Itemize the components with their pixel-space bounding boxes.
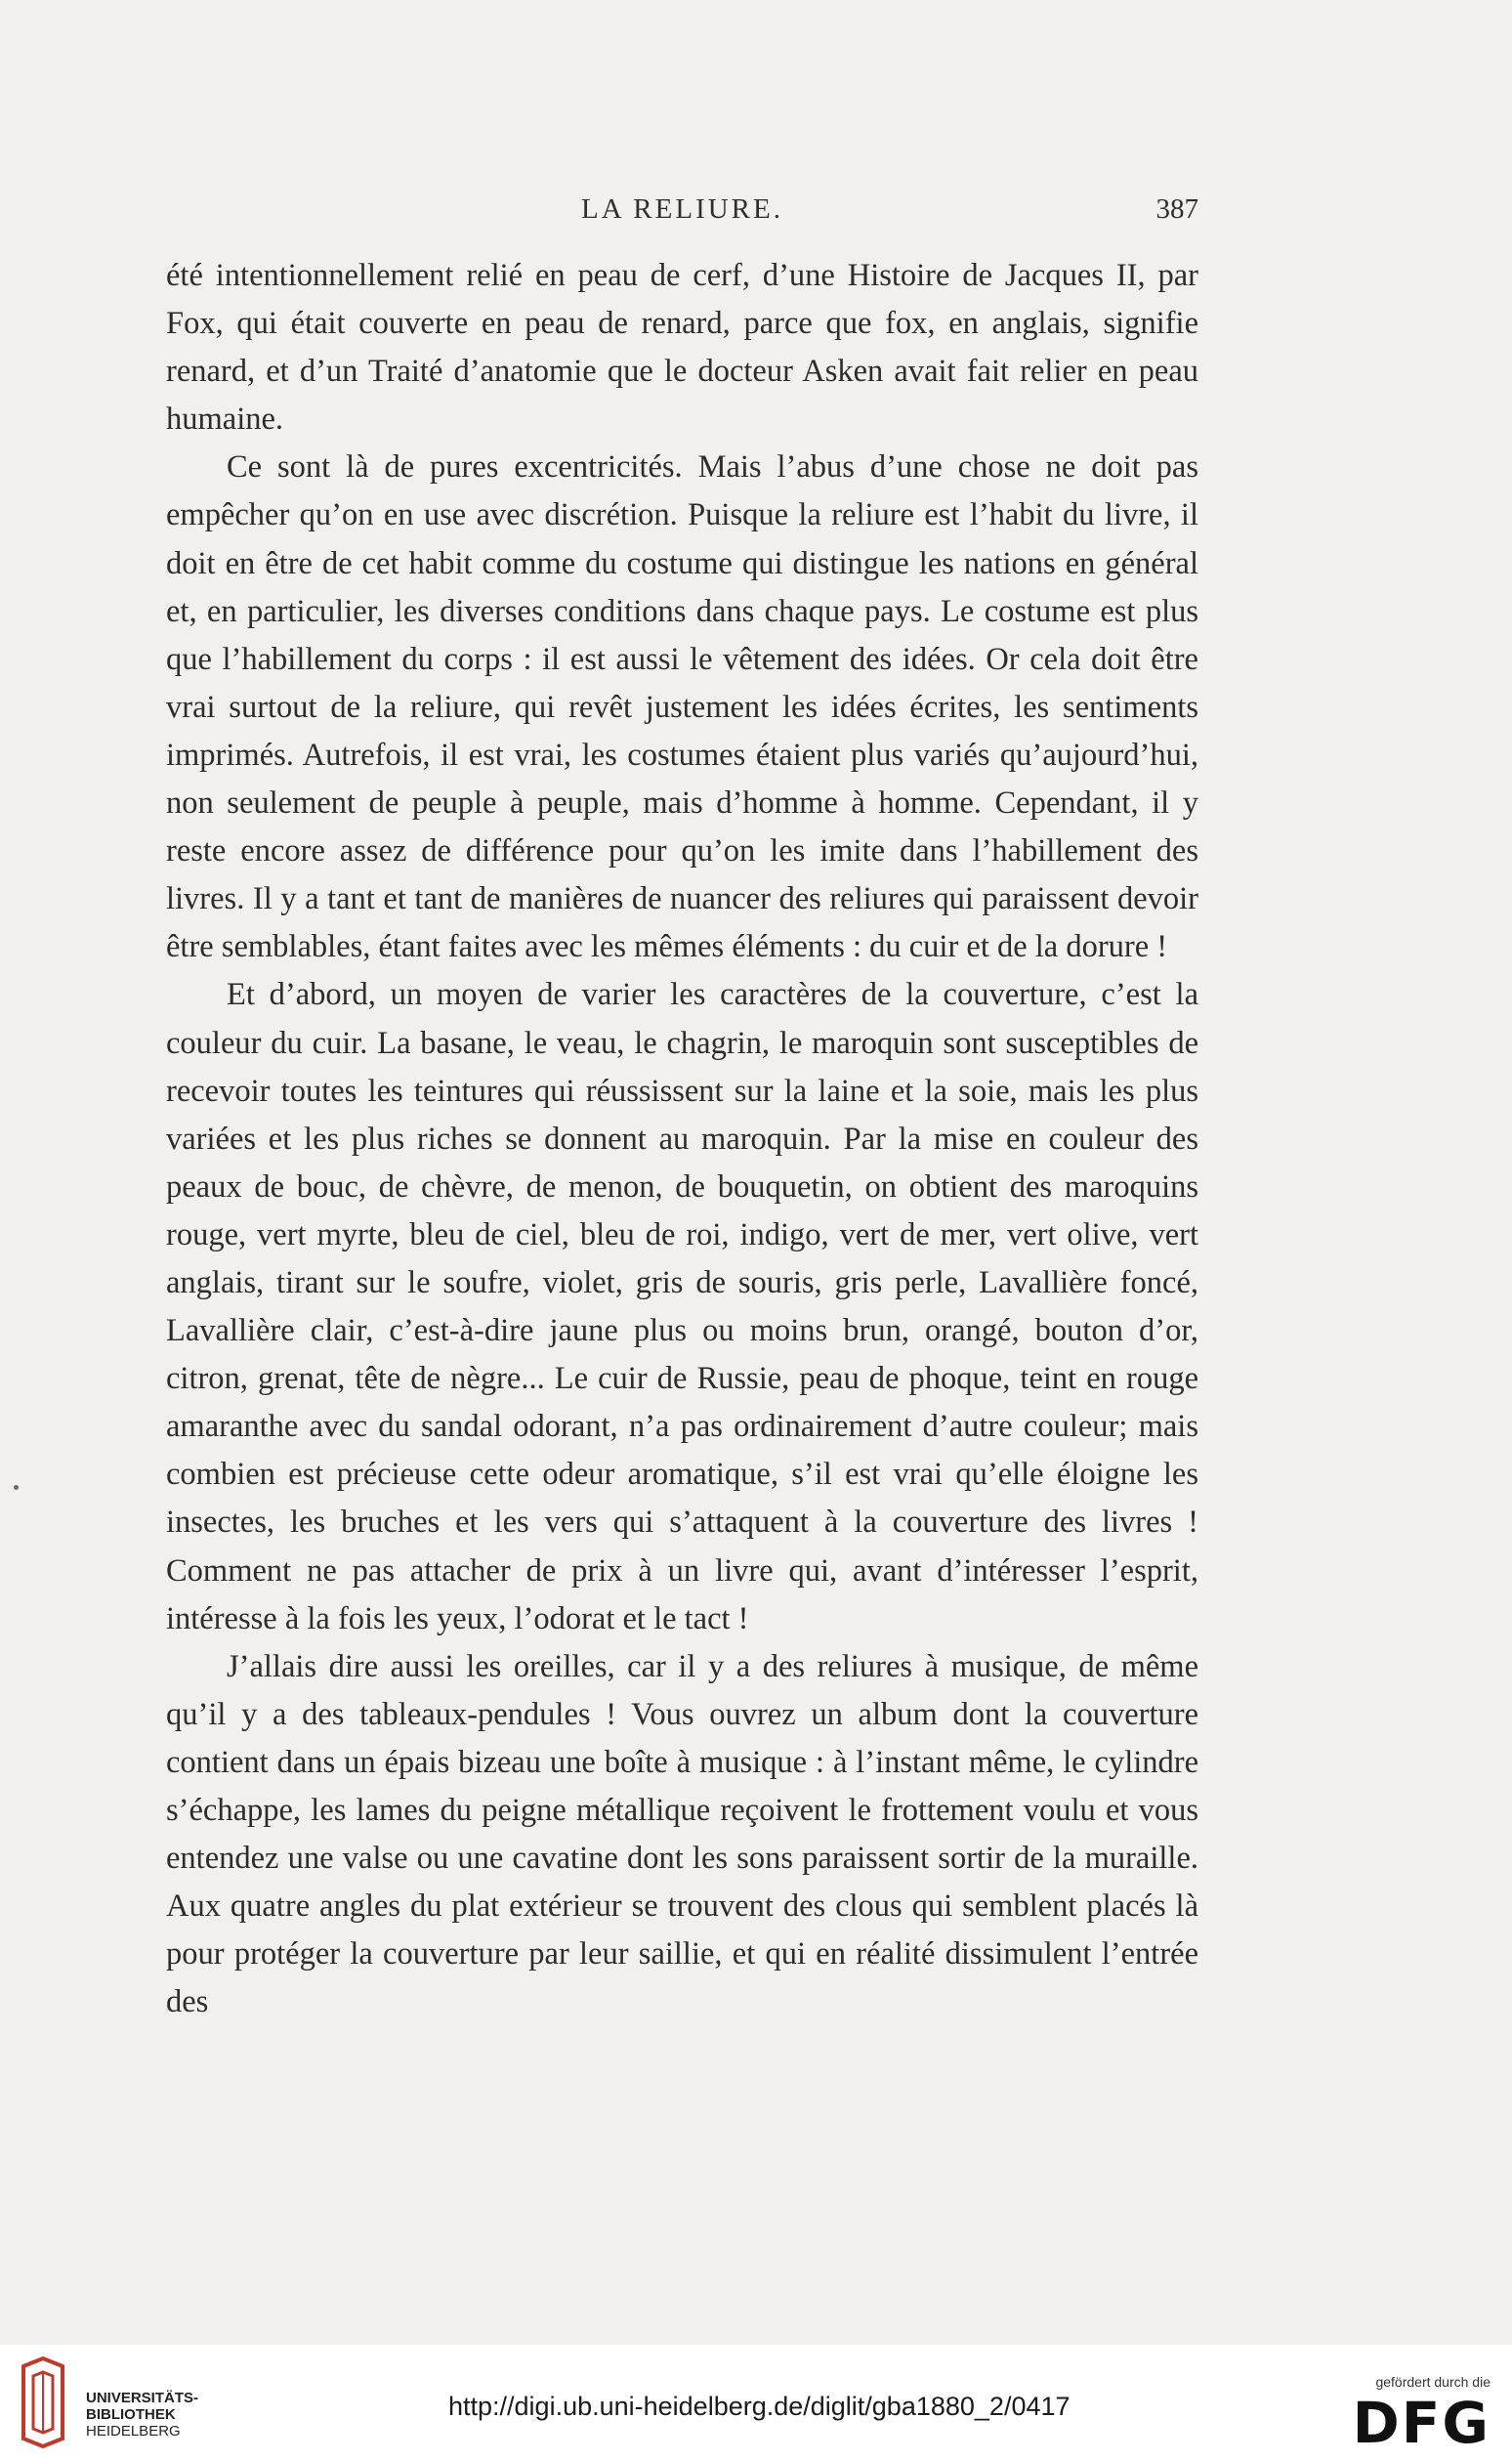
funder-caption: gefördert durch die xyxy=(1375,2374,1491,2390)
paragraph-1: été intentionnellement relié en peau de cerf, d’une Histoire de Jacques II, par Fox, qui était couverte en peau de renard, parce que fox, en anglais, signifie renard, et d’un Traité d’anatomie que le docteur Asken avait fait relier en peau humaine. xyxy=(166,258,1198,438)
library-name-line-1: UNIVERSITÄTS- xyxy=(86,2390,199,2406)
body-text xyxy=(166,252,1198,2026)
library-name xyxy=(86,2390,198,2440)
footer-bar xyxy=(0,2345,1512,2461)
paragraph-2: Ce sont là de pures excentricités. Mais l’abus d’une chose ne doit pas empêcher qu’on en use avec discrétion. Puisque la reliure est l’habit du livre, il doit en être de cet habit comme du costume qui distingue les nations en général et, en particulier, les diverses conditions dans chaque pays. Le costume est plus que l’habillement du corps : il est aussi le vêtement des idées. Or cela doit être vrai surtout de la reliure, qui revêt justement les idées écrites, les sentiments imprimés. Autrefois, il est vrai, les costumes étaient plus variés qu’aujourd’hui, non seulement de peuple à peuple, mais d’homme à homme. Cependant, il y reste encore assez de différence pour qu’on les imite dans l’habillement des livres. Il y a tant et tant de manières de nuancer des reliures qui paraissent devoir être semblables, étant faites avec les mêmes éléments : du cuir et de la dorure ! xyxy=(166,449,1198,965)
dfg-logo: DFG xyxy=(1352,2390,1491,2456)
paragraph-3: Et d’abord, un moyen de varier les caractères de la couverture, c’est la couleur du cuir. La basane, le veau, le chagrin, le maroquin sont susceptibles de recevoir toutes les teintures qui réussissent sur la laine et la soie, mais les plus variées et les plus riches se donnent au maroquin. Par la mise en couleur des peaux de bouc, de chèvre, de menon, de bouquetin, on obtient des maroquins rouge, vert myrte, bleu de ciel, bleu de roi, indigo, vert de mer, vert olive, vert anglais, tirant sur le soufre, violet, gris de souris, gris perle, Lavallière foncé, Lavallière clair, c’est-à-dire jaune plus ou moins brun, orangé, bouton d’or, citron, grenat, tête de nègre... Le cuir de Russie, peau de phoque, teint en rouge amaranthe avec du sandal odorant, n’a pas ordinairement d’autre couleur; mais combien est précieuse cette odeur aromatique, s’il est vrai qu’elle éloigne les insectes, les bruches et les vers qui s’attaquent à la couverture des livres ! Comment ne pas attacher de prix à un livre qui, avant d’intéresser l’esprit, intéresse à la fois les yeux, l’odorat et le tact ! xyxy=(166,977,1198,1636)
university-library-logo-icon xyxy=(18,2356,68,2448)
paragraph-4: J’allais dire aussi les oreilles, car il y a des reliures à musique, de même qu’il y a des tableaux-pendules ! Vous ouvrez un album dont la couverture contient dans un épais bizeau une boîte à musique : à l’instant même, le cylindre s’échappe, les lames du peigne métallique reçoivent le frottement voulu et vous entendez une valse ou une cavatine dont les sons paraissent sortir de la muraille. Aux quatre angles du plat extérieur se trouvent des clous qui semblent placés là pour protéger la couverture par leur saillie, et qui en réalité dissimulent l’entrée des xyxy=(166,1648,1198,2020)
library-name-line-3: HEIDELBERG xyxy=(86,2423,181,2440)
running-title: LA RELIURE. xyxy=(581,193,783,225)
page-number: 387 xyxy=(1155,193,1198,225)
library-name-line-2: BIBLIOTHEK xyxy=(86,2406,176,2423)
margin-speck xyxy=(14,1485,19,1490)
running-head xyxy=(166,193,1198,233)
permalink-url[interactable]: http://digi.ub.uni-heidelberg.de/diglit/gba1880_2/0417 xyxy=(448,2392,1071,2421)
